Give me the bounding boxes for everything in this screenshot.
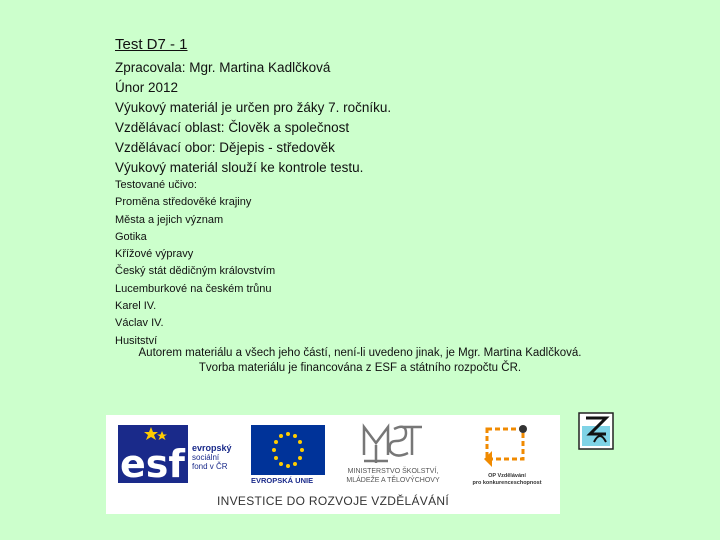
topic-item: Karel IV.: [115, 300, 157, 313]
msmt-label: MINISTERSTVO ŠKOLSTVÍ, MLÁDEŽE A TĚLOVÝCHOVY: [346, 468, 440, 484]
esf-letters: esf: [120, 442, 185, 486]
meta-line: Zpracovala: Mgr. Martina Kadlčková: [115, 60, 331, 75]
meta-line: Vzdělávací obor: Dějepis - středověk: [115, 140, 335, 155]
meta-line: Výukový materiál slouží ke kontrole testu.: [115, 160, 364, 175]
topic-item: Husitství: [115, 334, 158, 347]
banner-caption: INVESTICE DO ROZVOJE VZDĚLÁVÁNÍ: [216, 494, 449, 508]
topics-block: [115, 177, 275, 350]
esf-label: evropský sociální fond v ČR: [192, 443, 232, 471]
topics-heading: Testované učivo:: [115, 179, 197, 191]
meta-line: Únor 2012: [115, 80, 179, 95]
op-label: OP Vzdělávání pro konkurenceschopnost: [472, 473, 542, 486]
school-logo-icon: [578, 412, 614, 450]
meta-line: Vzdělávací oblast: Člověk a společnost: [115, 120, 350, 135]
topic-item: Křížové výpravy: [115, 248, 194, 261]
funding-banner: [106, 415, 560, 514]
msmt-logo: [364, 427, 422, 463]
topic-item: Český stát dědičným královstvím: [115, 265, 276, 278]
author-note-line: Tvorba materiálu je financována z ESF a státního rozpočtu ČR.: [198, 361, 522, 374]
topic-item: Proměna středověké krajiny: [115, 196, 252, 209]
meta-block: [115, 58, 391, 178]
topic-item: Gotika: [115, 230, 147, 243]
author-note: [100, 346, 620, 375]
meta-line: Výukový materiál je určen pro žáky 7. ročníku.: [115, 100, 392, 115]
topic-item: Václav IV.: [115, 317, 164, 330]
op-logo: [484, 425, 527, 467]
author-note-line: Autorem materiálu a všech jeho částí, není-li uvedeno jinak, je Mgr. Martina Kadlčková.: [138, 347, 582, 359]
eu-label: EVROPSKÁ UNIE: [251, 476, 314, 485]
title: Test D7 - 1: [115, 36, 188, 53]
topic-item: Lucemburkové na českém trůnu: [115, 282, 272, 295]
topic-item: Města a jejich význam: [115, 213, 224, 226]
